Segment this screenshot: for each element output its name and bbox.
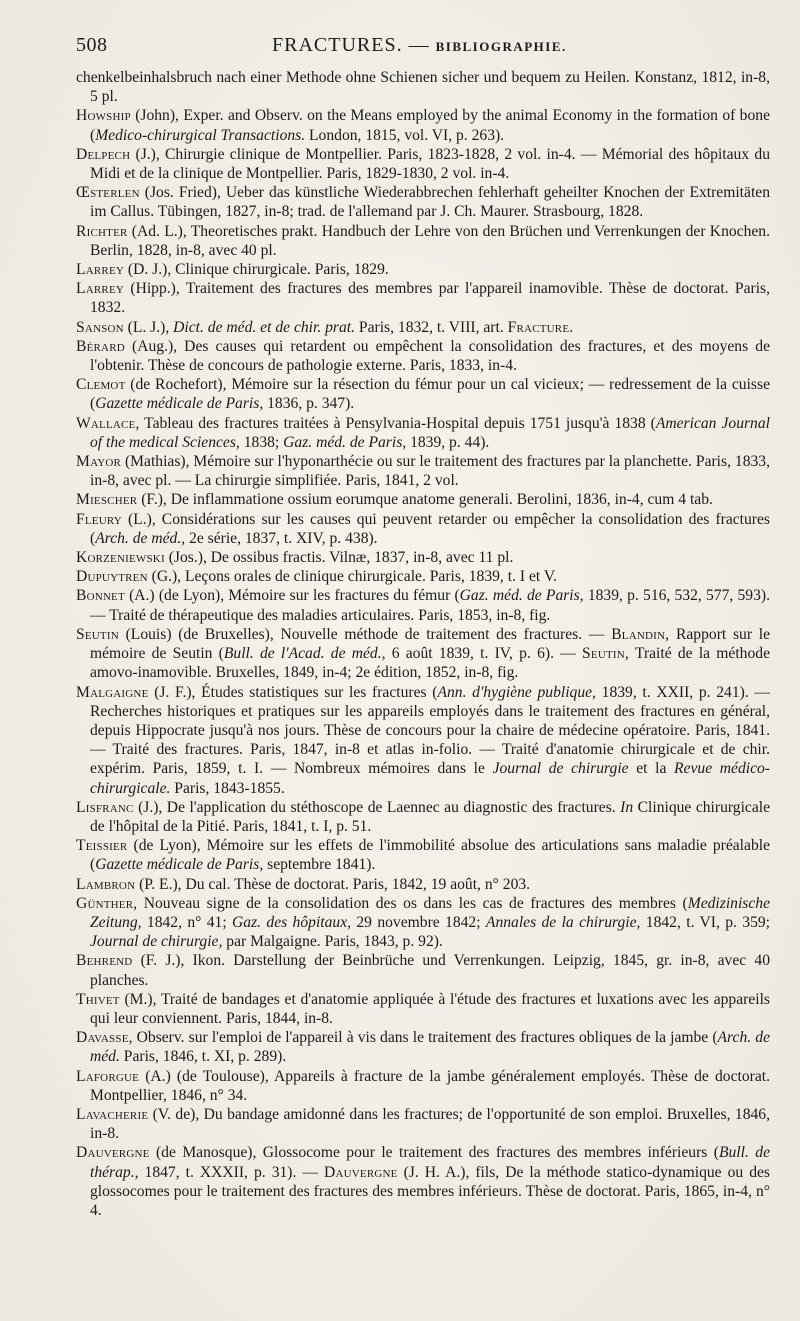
author-name: Delpech [76, 145, 131, 163]
work-title: Journal de chirurgie [492, 760, 629, 778]
entry-text: (J. H. A.), fils, De la méthode statico-dynamique ou des glossocomes pour le traitement des fractures des membres inférieurs. Thèse de doctorat. Paris, 1865, in-4, n° 4. [90, 1163, 770, 1219]
author-name: Miescher [76, 491, 138, 509]
entry-text: 1836, p. 347). [263, 395, 355, 413]
entry-text: (G.), Leçons orales de clinique chirurgicale. Paris, 1839, t. I et V. [147, 568, 557, 586]
author-name: Dauvergne [76, 1144, 150, 1162]
author-name: Behrend [76, 952, 133, 970]
bibliography-entry [76, 1143, 770, 1220]
entry-text: London, 1815, vol. VI, p. 263). [305, 126, 505, 144]
bibliography-entry [76, 1028, 770, 1066]
author-name: Bonnet [76, 587, 125, 605]
entry-text: (de Manosque), Glossocome pour le traitement des fractures des membres inférieurs ( [149, 1144, 719, 1162]
bibliography-entry [76, 183, 770, 221]
author-name: Clemot [76, 376, 126, 394]
author-name: Larrey [76, 261, 125, 279]
bibliography-entry [76, 145, 770, 183]
author-name: Fracture. [507, 318, 574, 336]
page-number: 508 [76, 34, 108, 56]
work-title: Gazette médicale de Paris, [95, 856, 264, 874]
entry-text: (L. J.), [123, 318, 174, 336]
author-name: Howship [76, 107, 131, 125]
author-name: Thivet [76, 990, 120, 1008]
entry-text: (Mathias), Mémoire sur l'hyponarthécie ou sur le traitement des fractures par la planchette. Paris, 1833, in-8, avec pl. — La chirurgie simplifiée. Paris, 1841, 2 vol. [90, 453, 770, 490]
bibliography-entry [76, 990, 770, 1028]
bibliography-entry [76, 68, 770, 106]
entry-text: (L.), Considérations sur les causes qui peuvent retarder ou empêcher la consolidation des fractures ( [90, 510, 770, 547]
work-title: Bull. de thérap., [90, 1144, 770, 1181]
bibliography-entry [76, 260, 770, 279]
entry-text: Rapport sur le mémoire de Seutin ( [90, 625, 770, 663]
bibliography-entry [76, 490, 770, 509]
work-title: Journal de chirurgie, [90, 933, 223, 951]
work-title: Medizinische Zeitung, [90, 894, 770, 931]
bibliography-entry [76, 452, 770, 490]
bibliography-entry [76, 510, 770, 548]
entry-text: (de Lyon), Mémoire sur les effets de l'immobilité absolue des articulations sans maladie préalable ( [90, 837, 770, 874]
bibliography-entry [76, 951, 770, 989]
title-text: FRACTURES. [272, 34, 403, 56]
bibliography-entry [76, 894, 770, 952]
bibliography-entry [76, 414, 770, 452]
bibliography-list [76, 68, 770, 1220]
entry-text: 1839, p. 516, 532, 577, 593). — Traité de thérapeutique des maladies articulaires. Paris, 1853, in-8, fig. [90, 587, 770, 624]
work-title: Arch. de méd. [90, 1029, 770, 1066]
author-name: Seutin [76, 625, 119, 643]
entry-text: , Observ. sur l'emploi de l'appareil à vis dans le traitement des fractures obliques de la jambe ( [128, 1029, 718, 1047]
entry-text: (F.), De inflammatione ossium eorumque anatome generali. Berolini, 1836, in-4, cum 4 tab. [137, 491, 713, 509]
entry-text: (M.), Traité de bandages et d'anatomie appliquée à l'étude des fractures et luxations avec les appareils qui leur conviennent. Paris, 1844, in-8. [90, 990, 770, 1027]
entry-text: septembre 1841). [263, 856, 376, 874]
entry-text: chenkelbeinhalsbruch nach einer Methode ohne Schienen sicher und bequem zu Heilen. Konstanz, 1812, in-8, 5 pl. [76, 69, 770, 106]
work-title: Annales de la chirurgie, [485, 913, 641, 931]
entry-text: par Malgaigne. Paris, 1843, p. 92). [222, 933, 443, 951]
entry-text: (Hipp.), Traitement des fractures des membres par l'appareil inamovible. Thèse de doctorat. Paris, 1832. [90, 280, 770, 317]
work-title: Medico-chirurgical Transactions. [95, 126, 306, 144]
bibliography-entry [76, 798, 770, 836]
running-header [76, 34, 766, 68]
entry-text: 6 août 1839, t. IV, p. 6). — [385, 645, 583, 663]
author-name: Teissier [76, 837, 128, 855]
running-title [272, 34, 567, 57]
bibliography-entry [76, 836, 770, 874]
author-name: Bérard [76, 337, 125, 355]
bibliography-entry [76, 567, 770, 586]
bibliography-entry [76, 875, 770, 894]
entry-text: (Ad. L.), Theoretisches prakt. Handbuch der Lehre von den Brüchen und Verrenkungen der Knochen. Berlin, 1828, in-8, avec 40 pl. [90, 222, 770, 259]
entry-text: 2e série, 1837, t. XIV, p. 438). [185, 529, 378, 547]
work-title: Dict. de méd. et de chir. prat. [173, 318, 356, 336]
author-name: Lavacherie [76, 1105, 149, 1123]
author-name: Lisfranc [76, 798, 134, 816]
entry-text: 1839, p. 44). [406, 433, 490, 451]
author-name: Richter [76, 222, 128, 240]
entry-text: (J.), Chirurgie clinique de Montpellier. Paris, 1823-1828, 2 vol. in-4. — Mémorial des hôpitaux du Midi et de la clinique de Montpellier. Paris, 1829-1830, 2 vol. in-4. [90, 145, 770, 183]
author-name: Lambron [76, 875, 136, 893]
work-title: American Journal of the medical Sciences, [90, 414, 770, 451]
entry-text: Paris, 1843-1855. [170, 779, 285, 797]
bibliography-entry [76, 683, 770, 798]
entry-text: (Louis) (de Bruxelles), Nouvelle méthode de traitement des fractures. — [118, 625, 612, 643]
entry-text: (A.) (de Lyon), Mémoire sur les fractures du fémur ( [124, 587, 460, 605]
author-name: Dupuytren [76, 568, 148, 586]
title-subtitle: BIBLIOGRAPHIE. [435, 39, 567, 54]
work-title: In [620, 798, 634, 816]
bibliography-entry [76, 222, 770, 260]
work-title: Gaz. des hôpitaux, [232, 913, 352, 931]
entry-text: Paris, 1846, t. XI, p. 289). [119, 1048, 287, 1066]
author-name: Blandin, [611, 625, 670, 643]
entry-text: , Tableau des fractures traitées à Pensylvania-Hospital depuis 1751 jusqu'à 1838 ( [135, 414, 656, 432]
author-name: Wallace [76, 414, 136, 432]
entry-text: (A.) (de Toulouse), Appareils à fracture de la jambe généralement employés. Thèse de doctorat. Montpellier, 1846, n° 34. [90, 1067, 770, 1104]
author-name: Seutin, [582, 645, 630, 663]
work-title: Gaz. méd. de Paris, [283, 433, 407, 451]
title-dash: — [408, 34, 430, 56]
bibliography-entry [76, 337, 770, 375]
entry-text: (Jos.), De ossibus fractis. Vilnæ, 1837, in-8, avec 11 pl. [164, 549, 514, 567]
bibliography-entry [76, 106, 770, 144]
entry-text: 1839, t. XXII, p. 241). — Recherches historiques et pratiques sur les appareils employés dans le traitement des fractures en général, depuis Hippocrate jusqu'à nos jours. Thèse de concours pour la chaire de médecine opératoire. Paris, 1841. — Traité des fractures. Paris, 1847, in-8 et atlas in-folio. — Traité d'anatomie chirurgicale et de chir. expérim. Paris, 1859, t. I. — Nombreux mémoires dans le [90, 683, 771, 778]
entry-text: (F. J.), Ikon. Darstellung der Beinbrüche und Verrenkungen. Leipzig, 1845, gr. in-8, avec 40 planches. [90, 952, 770, 989]
work-title: Revue médico-chirurgicale. [90, 760, 770, 797]
entry-text: 1838; [239, 433, 284, 451]
author-name: Korzeniewski [76, 549, 165, 567]
entry-text: (Aug.), Des causes qui retardent ou empêchent la consolidation des fractures, et des moyens de l'obtenir. Thèse de concours de pathologie externe. Paris, 1833, in-4. [90, 337, 770, 375]
author-name: Mayor [76, 453, 122, 471]
work-title: Bull. de l'Acad. de méd., [223, 645, 386, 663]
work-title: Gazette médicale de Paris, [95, 395, 264, 413]
entry-text: Clinique chirurgicale de l'hôpital de la Pitié. Paris, 1841, t. I, p. 51. [90, 798, 771, 835]
work-title: Ann. d'hygiène publique, [437, 683, 596, 701]
entry-text: Paris, 1832, t. VIII, art. [355, 318, 508, 336]
author-name: Fleury [76, 510, 122, 528]
bibliography-entry [76, 375, 770, 413]
entry-text: (V. de), Du bandage amidonné dans les fractures; de l'opportunité de son emploi. Bruxelles, 1846, in-8. [90, 1105, 770, 1143]
author-name: Günther [76, 894, 134, 912]
bibliography-entry [76, 279, 770, 317]
entry-text: , Nouveau signe de la consolidation des os dans les cas de fractures des membres ( [133, 894, 688, 912]
work-title: Gaz. méd. de Paris, [459, 587, 584, 605]
entry-text: 1842, t. VI, p. 359; [640, 913, 771, 931]
entry-text: (D. J.), Clinique chirurgicale. Paris, 1829. [124, 261, 389, 279]
bibliography-entry [76, 548, 770, 567]
author-name: Œsterlen [76, 184, 140, 202]
author-name: Malgaigne [76, 683, 149, 701]
bibliography-entry [76, 586, 770, 624]
entry-text: Traité de la méthode amovo-inamovible. Bruxelles, 1849, in-4; 2e édition, 1852, in-8, fig. [90, 645, 770, 682]
author-name: Sanson [76, 318, 124, 336]
author-name: Laforgue [76, 1067, 140, 1085]
entry-text: (P. E.), Du cal. Thèse de doctorat. Paris, 1842, 19 août, n° 203. [135, 875, 531, 893]
author-name: Davasse [76, 1029, 129, 1047]
entry-text: (Jos. Fried), Ueber das künstliche Wiederabbrechen fehlerhaft geheilter Knochen der Extremitäten im Callus. Tübingen, 1827, in-8; trad. de l'allemand par J. Ch. Maurer. Strasbourg, 1828. [90, 184, 770, 221]
bibliography-entry [76, 1067, 770, 1105]
entry-text: 29 novembre 1842; [351, 913, 486, 931]
bibliography-entry [76, 318, 770, 337]
entry-text: et la [628, 760, 675, 778]
entry-text: 1842, n° 41; [141, 913, 233, 931]
bibliography-entry [76, 625, 770, 683]
entry-text: (John), Exper. and Observ. on the Means employed by the animal Economy in the formation of bone ( [90, 107, 770, 144]
entry-text: (J.), De l'application du stéthoscope de Laennec au diagnostic des fractures. [133, 798, 621, 816]
entry-text: (J. F.), Études statistiques sur les fractures ( [148, 683, 438, 701]
author-name: Larrey [76, 280, 125, 298]
author-name: Dauvergne [324, 1163, 398, 1181]
work-title: Arch. de méd., [95, 529, 186, 547]
entry-text: (de Rochefort), Mémoire sur la résection du fémur pour un cal vicieux; — redressement de la cuisse ( [90, 376, 770, 413]
entry-text: 1847, t. XXXII, p. 31). — [138, 1163, 325, 1181]
bibliography-entry [76, 1105, 770, 1143]
